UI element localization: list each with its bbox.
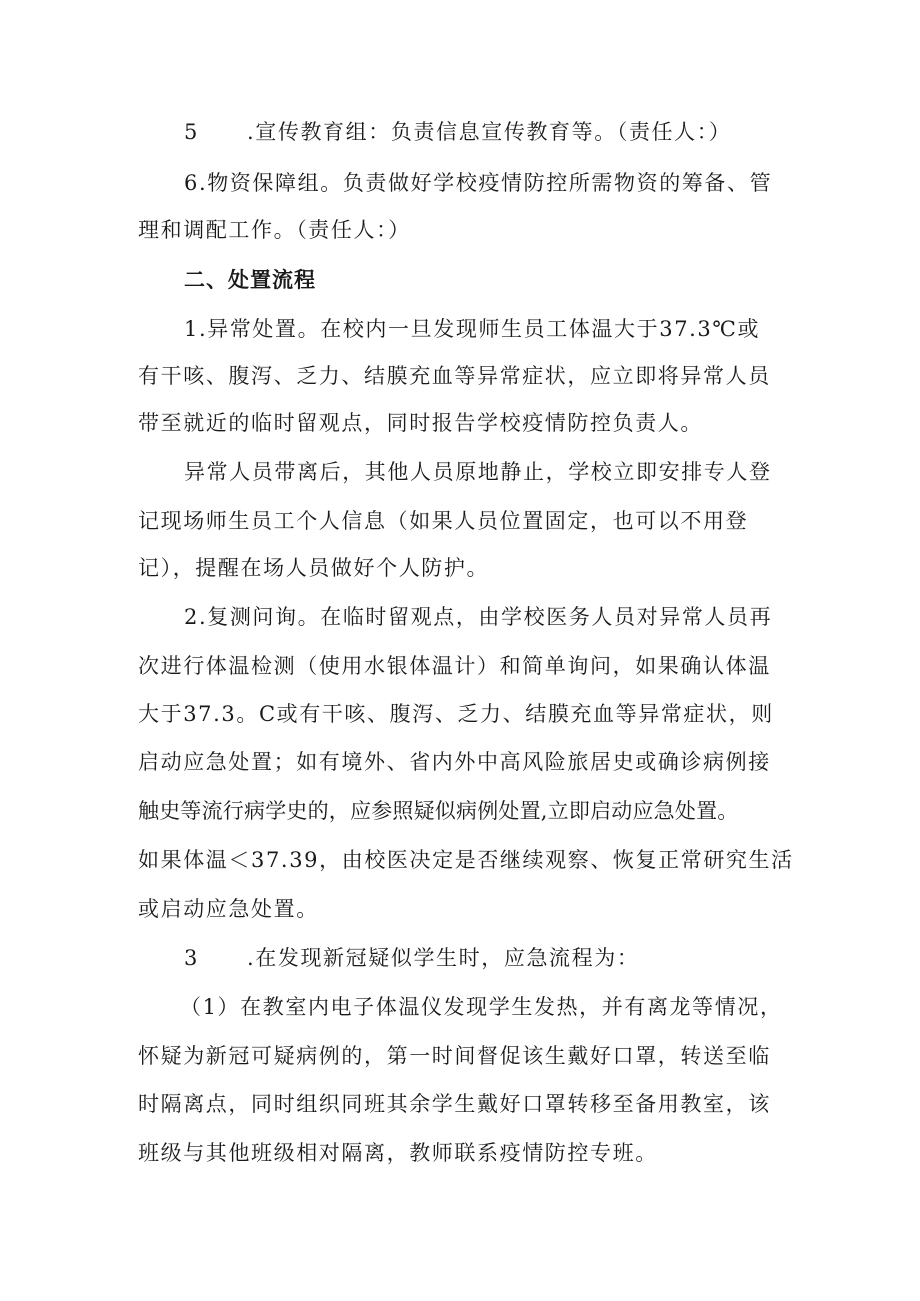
item-3-number: 3: [184, 946, 199, 970]
item-6-line-1: 6.物资保障组。负责做好学校疫情防控所需物资的筹备、管: [184, 171, 773, 195]
para-4-line-2: 怀疑为新冠可疑病例的，第一时间督促该生戴好口罩，转送至临: [138, 1044, 771, 1068]
item-5-text: .宣传教育组：负责信息宣传教育等。（责任人：）: [246, 120, 732, 144]
para-4-line-3: 时隔离点，同时组织同班其余学生戴好口罩转移至备用教室，该: [138, 1092, 771, 1116]
para-3-line-3: 大于37.3。C或有干咳、腹泻、乏力、结膜充血等异常症状，则: [138, 702, 774, 726]
para-1-line-1: 1.异常处置。在校内一旦发现师生员工体温大于37.3℃或: [184, 317, 761, 341]
para-2-line-3: 记），提醒在场人员做好个人防护。: [138, 556, 490, 580]
para-3-line-2: 次进行体温检测（使用水银体温计）和简单询问，如果确认体温: [138, 654, 771, 678]
para-3-line-4: 启动应急处置；如有境外、省内外中高风险旅居史或确诊病例接: [138, 750, 771, 774]
section-heading: 二、处置流程: [184, 268, 316, 292]
item-5-number: 5: [184, 120, 199, 144]
para-1-line-2: 有干咳、腹泻、乏力、结膜充血等异常症状，应立即将异常人员: [138, 364, 771, 388]
para-3-line-6: 如果体温＜37.39，由校医决定是否继续观察、恢复正常研究生活: [138, 848, 794, 872]
item-3-text: .在发现新冠疑似学生时，应急流程为：: [246, 946, 640, 970]
para-4-line-4: 班级与其他班级相对隔离，教师联系疫情防控专班。: [138, 1141, 658, 1165]
para-3-line-5: 触史等流行病学史的，应参照疑似病例处置,立即启动应急处置。: [138, 799, 739, 823]
para-2-line-2: 记现场师生员工个人信息（如果人员位置固定，也可以不用登: [138, 509, 749, 533]
para-3-line-7: 或启动应急处置。: [138, 897, 319, 921]
item-5-line: [184, 118, 864, 148]
para-3-line-1: 2.复测问询。在临时留观点，由学校医务人员对异常人员再: [184, 605, 773, 629]
item-3-line: [184, 944, 864, 974]
para-1-line-3: 带至就近的临时留观点，同时报告学校疫情防控负责人。: [138, 411, 703, 435]
para-4-line-1: （1）在教室内电子体温仪发现学生发热，并有离龙等情况，: [180, 995, 783, 1019]
para-2-line-1: 异常人员带离后，其他人员原地静止，学校立即安排专人登: [184, 460, 772, 484]
item-6-line-2: 理和调配工作。（责任人：）: [138, 218, 411, 242]
